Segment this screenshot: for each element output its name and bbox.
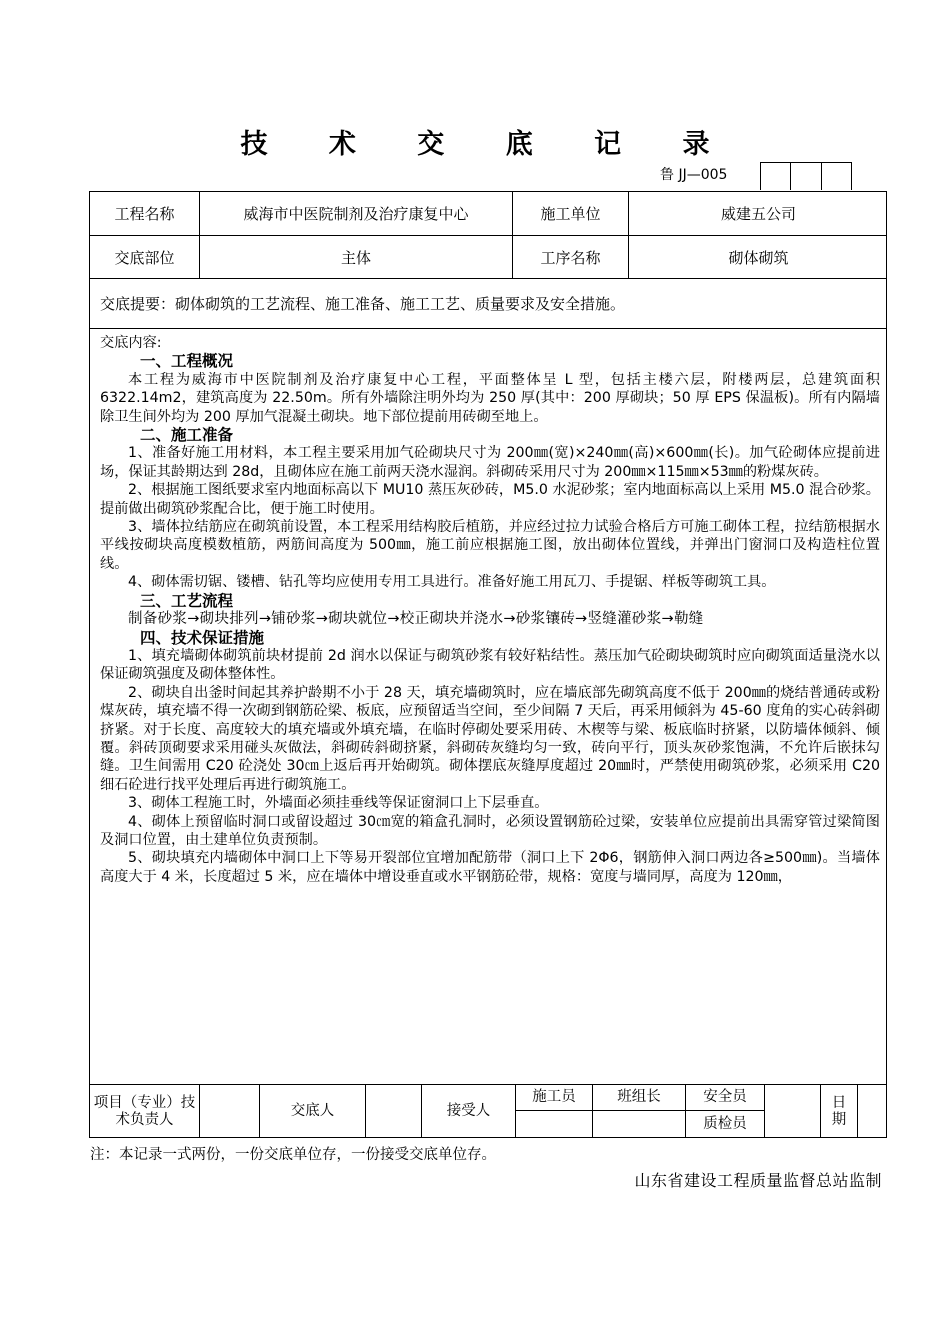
- process-label: 工序名称: [513, 236, 629, 278]
- section-title-overview: 一、工程概况: [140, 352, 234, 371]
- header-row-location: [90, 236, 886, 279]
- preparation-item-4: 4、砌体需切锯、镂槽、钻孔等均应使用专用工具进行。准备好施工用瓦刀、手提锯、样板等砌筑工具。: [128, 574, 776, 591]
- footnote: 注：本记录一式两份，一份交底单位存，一份接受交底单位存。: [90, 1147, 496, 1163]
- preparation-item-1: 1、准备好施工用材料，本工程主要采用加气砼砌块尺寸为 200㎜(宽)×240㎜(高)×600㎜(长)。加气砼砌体应提前进场，保证其龄期达到 28d，且砌体应在施工前两天浇水湿润。斜砌砖采用尺寸为 200㎜×115㎜×53㎜的粉煤灰砖。: [100, 445, 880, 480]
- process-flow: 制备砂浆→砌块排列→铺砂浆→砌块就位→校正砌块并浇水→砂浆镶砖→竖缝灌砂浆→勒缝: [128, 611, 704, 628]
- inspector-signature: [765, 1085, 821, 1138]
- disclosure-summary: 交底提要：砌体砌筑的工艺流程、施工准备、施工工艺、质量要求及安全措施。: [100, 295, 626, 313]
- preparation-item-3: 3、墙体拉结筋应在砌筑前设置，本工程采用结构胶后植筋，并应经过拉力试验合格后方可施工砌体工程，拉结筋根据水平线按砌块高度模数植筋，两筋间高度为 500㎜，施工前应根据施工图，放出砌体位置线，并弹出门窗洞口及构造柱位置线。: [100, 519, 880, 572]
- process-value: 砌体砌筑: [728, 248, 789, 267]
- date-label: 日期: [821, 1085, 858, 1138]
- measure-item-3: 3、砌体工程施工时，外墙面必须挂垂线等保证窗洞口上下层垂直。: [128, 795, 549, 812]
- issuing-agency: 山东省建设工程质量监督总站监制: [634, 1171, 882, 1190]
- disclosure-content: [90, 330, 888, 1080]
- record-table: [89, 191, 887, 1138]
- section-title-measures: 四、技术保证措施: [140, 628, 265, 647]
- location-label: 交底部位: [90, 236, 200, 278]
- tech-lead-label: 项目（专业）技术负责人: [90, 1085, 200, 1138]
- receiver-label: 接受人: [422, 1085, 516, 1138]
- project-name-value: 威海市中医院制剂及治疗康复中心: [200, 192, 513, 235]
- constructor-signature: [516, 1111, 593, 1138]
- team-leader-label: 班组长: [593, 1085, 686, 1111]
- constructor-label: 施工员: [516, 1085, 593, 1111]
- summary-row: [90, 279, 886, 329]
- discloser-signature: [366, 1085, 422, 1138]
- contractor-label: 施工单位: [513, 192, 629, 235]
- contractor-value: 威建五公司: [720, 205, 796, 223]
- measure-item-1: 1、填充墙砌体砌筑前块材提前 2d 润水以保证与砌筑砂浆有较好粘结性。蒸压加气砼砌块砌筑时应向砌筑面适量浇水以保证砌筑强度及砌体整体性。: [100, 647, 880, 683]
- quality-inspector-label: 质检员: [686, 1111, 765, 1138]
- form-code: 鲁 JJ—005: [660, 167, 728, 183]
- header-row-project: [90, 192, 886, 236]
- safety-officer-label: 安全员: [686, 1085, 765, 1111]
- section-title-process-flow: 三、工艺流程: [140, 591, 234, 610]
- discloser-label: 交底人: [260, 1085, 366, 1138]
- measure-item-2: 2、砌块自出釜时间起其养护龄期不小于 28 天，填充墙砌筑时，应在墙底部先砌筑高度不低于 200㎜的烧结普通砖或粉煤灰砖，填充墙不得一次砌到钢筋砼梁、板底，应预留适当空间，至少间隔 7 天后，再采用倾斜为 45-60 度角的实心砖斜砌挤紧。对于长度、高度较大的填充墙或外填充墙，在临时停砌处要采用砖、木楔等与梁、板底临时挤紧，以防墙体倾斜、倾覆。斜砖顶砌要求采用碰头灰做法，斜砌砖斜砌挤紧，斜砌砖灰缝均匀一致，砖向平行，顶头灰砂浆饱满，不允许后嵌抹勾缝。卫生间需用 C20 砼浇处 30㎝上返后再开始砌筑。砌体摆底灰缝厚度超过 20㎜时，严禁使用砌筑砂浆，必须采用 C20 细石砼进行找平处理后再进行砌筑施工。: [100, 684, 880, 793]
- overview-paragraph: 本工程为威海市中医院制剂及治疗康复中心工程，平面整体呈 L 型，包括主楼六层，附楼两层，总建筑面积 6322.14m2，建筑高度为 22.50m。所有外墙除注明外均为 250 厚(其中：200 厚砌块；50 厚 EPS 保温板)。所有内隔墙除卫生间外均为 200 厚加气混凝土砌块。地下部位提前用砖砌至地上。: [100, 371, 880, 425]
- content-label: 交底内容:: [100, 335, 162, 351]
- location-value: 主体: [200, 236, 513, 278]
- project-name-label: 工程名称: [90, 192, 200, 235]
- date-value: [858, 1085, 888, 1138]
- form-number-boxes: [760, 162, 852, 190]
- document-title: 技 术 交 底 记 录: [240, 129, 736, 160]
- tech-lead-signature: [200, 1085, 260, 1138]
- team-leader-signature: [593, 1111, 686, 1138]
- preparation-item-2: 2、根据施工图纸要求室内地面标高以下 MU10 蒸压灰砂砖，M5.0 水泥砂浆；室内地面标高以上采用 M5.0 混合砂浆。提前做出砌筑砂浆配合比，便于施工时使用。: [100, 482, 880, 517]
- section-title-preparation: 二、施工准备: [140, 426, 234, 445]
- signature-row: [90, 1084, 886, 1138]
- measure-item-4: 4、砌体上预留临时洞口或留设超过 30㎝宽的箱盒孔洞时，必须设置钢筋砼过梁，安装单位应提前出具需穿管过梁简图及洞口位置，由土建单位负责预制。: [100, 813, 880, 848]
- measure-item-5: 5、砌块填充内墙砌体中洞口上下等易开裂部位宜增加配筋带（洞口上下 2Φ6，钢筋伸入洞口两边各≥500㎜)。当墙体高度大于 4 米，长度超过 5 米，应在墙体中增设垂直或水平钢筋砼带，规格：宽度与墙同厚，高度为 120㎜，: [100, 850, 880, 885]
